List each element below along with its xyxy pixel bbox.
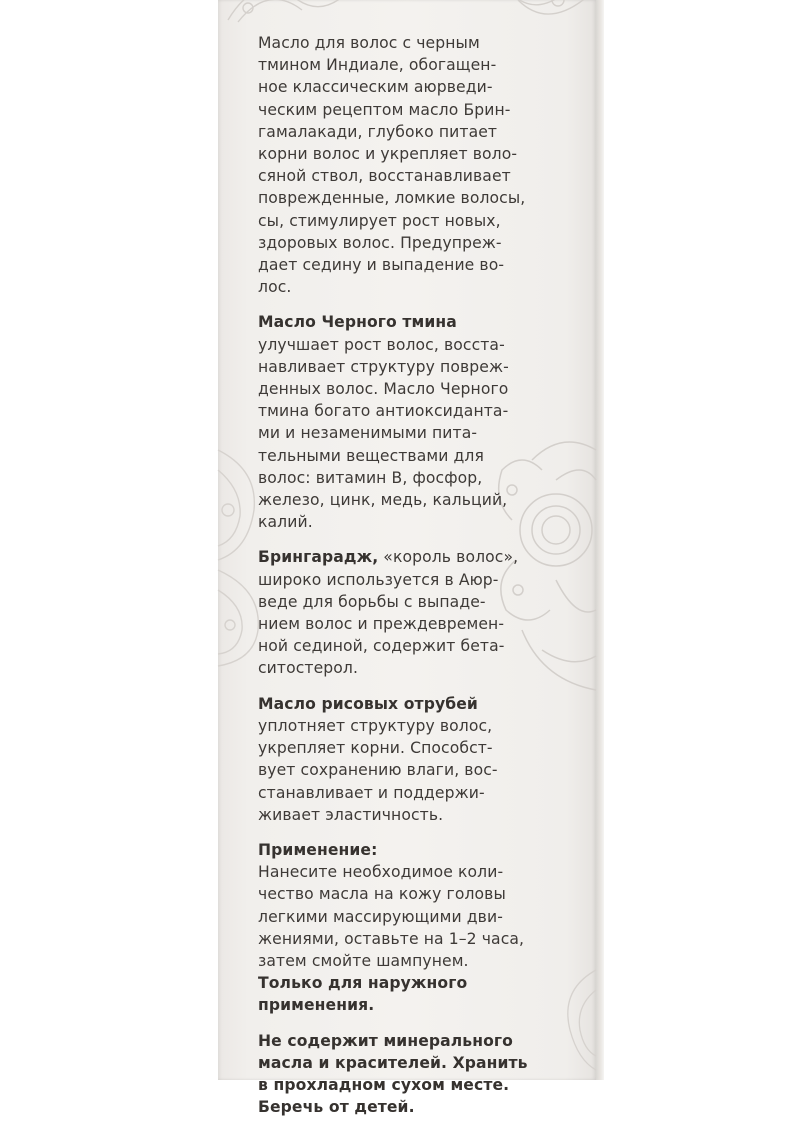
body-text: дает седину и выпадение во- bbox=[258, 256, 505, 275]
description-paragraph bbox=[258, 546, 578, 679]
body-text: Масло для волос с черным bbox=[258, 34, 480, 52]
description-paragraph bbox=[258, 693, 578, 826]
body-text: вует сохранению влаги, вос- bbox=[258, 761, 498, 780]
text-line bbox=[258, 143, 578, 165]
text-line bbox=[258, 635, 578, 657]
bold-text: Применение: bbox=[258, 840, 378, 859]
body-text: калий. bbox=[258, 513, 313, 532]
bold-text: Брингарадж, bbox=[258, 548, 379, 567]
body-text: ми и незаменимыми питa- bbox=[258, 424, 478, 443]
body-text: тмином Индиале, обогащен- bbox=[258, 56, 497, 75]
text-line bbox=[258, 445, 578, 467]
text-line bbox=[258, 276, 578, 298]
text-line bbox=[258, 839, 578, 861]
body-text: тмина богато антиоксиданта- bbox=[258, 402, 509, 421]
text-line bbox=[258, 511, 578, 533]
body-text: тельными веществами для bbox=[258, 446, 484, 465]
text-line bbox=[258, 693, 578, 715]
text-line bbox=[258, 972, 578, 994]
bold-text: Только для наружного bbox=[258, 974, 468, 993]
text-line bbox=[258, 906, 578, 928]
text-line bbox=[258, 1030, 578, 1052]
text-line bbox=[258, 334, 578, 356]
body-text: чество масла на кожу головы bbox=[258, 885, 506, 904]
text-line bbox=[258, 99, 578, 121]
text-line bbox=[258, 76, 578, 98]
text-line bbox=[258, 378, 578, 400]
body-text: здоровых волос. Предупреж- bbox=[258, 233, 502, 252]
text-line bbox=[258, 187, 578, 209]
bold-text: Масло рисовых отрубей bbox=[258, 694, 478, 713]
body-text: легкими массирующими дви- bbox=[258, 907, 503, 926]
text-line bbox=[258, 311, 578, 333]
text-line bbox=[258, 121, 578, 143]
bold-text: применения. bbox=[258, 996, 375, 1015]
text-line bbox=[258, 759, 578, 781]
box-edge bbox=[596, 0, 604, 1080]
body-text: широко используется в Аюр- bbox=[258, 570, 499, 589]
body-text: ной сединой, содержит бета- bbox=[258, 637, 505, 656]
text-line bbox=[258, 928, 578, 950]
text-line bbox=[258, 356, 578, 378]
text-line bbox=[258, 569, 578, 591]
text-line bbox=[258, 422, 578, 444]
text-line bbox=[258, 165, 578, 187]
body-text: поврежденные, ломкие волосы, bbox=[258, 189, 526, 208]
text-line bbox=[258, 1096, 578, 1118]
body-text: гамалакади, глубоко питает bbox=[258, 122, 498, 141]
body-text: железо, цинк, медь, кальций, bbox=[258, 491, 508, 510]
body-text: живает эластичность. bbox=[258, 805, 444, 824]
body-text: ное классическим аюрведи- bbox=[258, 78, 493, 97]
text-line bbox=[258, 1052, 578, 1074]
text-line bbox=[258, 254, 578, 276]
description-paragraph bbox=[258, 311, 578, 533]
description-paragraph bbox=[258, 839, 578, 1017]
text-line bbox=[258, 657, 578, 679]
text-line bbox=[258, 54, 578, 76]
body-text: станавливает и поддержи- bbox=[258, 783, 485, 802]
description-paragraph bbox=[258, 32, 578, 298]
body-text: ческим рецептом масло Брин- bbox=[258, 100, 511, 119]
product-description bbox=[258, 32, 578, 1131]
text-line bbox=[258, 467, 578, 489]
text-line bbox=[258, 546, 578, 568]
bold-text: масла и красителей. Хранить bbox=[258, 1053, 528, 1072]
text-line bbox=[258, 950, 578, 972]
bold-text: Не содержит минерального bbox=[258, 1031, 513, 1050]
body-text: укрепляет корни. Способст- bbox=[258, 739, 493, 758]
text-line bbox=[258, 804, 578, 826]
body-text: денных волос. Масло Черного bbox=[258, 380, 509, 399]
body-text: веде для борьбы с выпаде- bbox=[258, 592, 486, 611]
text-line bbox=[258, 715, 578, 737]
text-line bbox=[258, 737, 578, 759]
bold-text: Масло Черного тмина bbox=[258, 313, 457, 332]
bold-text: в прохладном сухом месте. bbox=[258, 1075, 510, 1094]
text-line bbox=[258, 232, 578, 254]
text-line bbox=[258, 210, 578, 232]
text-line bbox=[258, 782, 578, 804]
body-text: жениями, оставьте на 1–2 часа, bbox=[258, 929, 525, 948]
body-text: затем смойте шампунем. bbox=[258, 951, 469, 970]
description-paragraph bbox=[258, 1030, 578, 1119]
body-text: навливает структуру повреж- bbox=[258, 357, 509, 376]
body-text: корни волос и укрепляет воло- bbox=[258, 145, 518, 164]
text-line bbox=[258, 861, 578, 883]
text-line bbox=[258, 883, 578, 905]
bold-text: Беречь от детей. bbox=[258, 1098, 415, 1117]
body-text: сяной ствол, восстанавливает bbox=[258, 167, 511, 186]
body-text: ситостерол. bbox=[258, 659, 359, 678]
text-line bbox=[258, 400, 578, 422]
body-text: «король волос», bbox=[378, 548, 519, 567]
text-line bbox=[258, 32, 578, 54]
body-text: сы, стимулирует рост новых, bbox=[258, 211, 501, 230]
body-text: Нанесите необходимое коли- bbox=[258, 863, 504, 882]
body-text: волос: витамин В, фосфор, bbox=[258, 468, 483, 487]
text-line bbox=[258, 613, 578, 635]
body-text: улучшает рост волос, восста- bbox=[258, 335, 505, 354]
text-line bbox=[258, 591, 578, 613]
text-line bbox=[258, 994, 578, 1016]
text-line bbox=[258, 1074, 578, 1096]
body-text: лос. bbox=[258, 278, 292, 297]
body-text: нием волос и преждевремен- bbox=[258, 615, 505, 634]
text-line bbox=[258, 489, 578, 511]
body-text: уплотняет структуру волос, bbox=[258, 716, 493, 735]
